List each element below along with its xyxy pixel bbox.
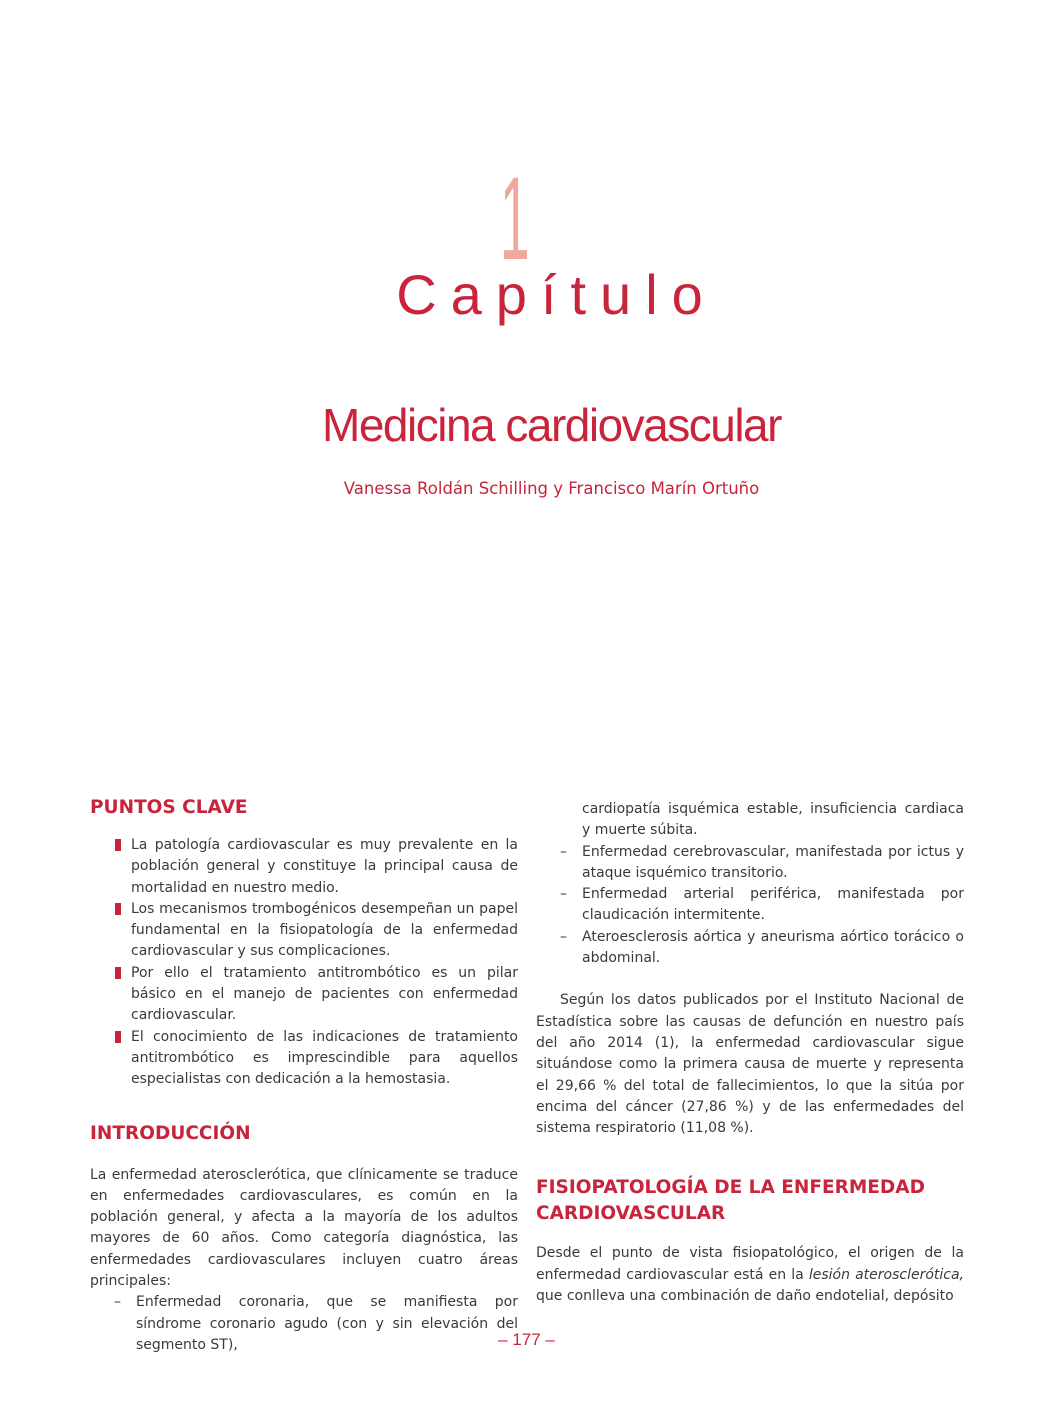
intro-paragraph: La enfermedad aterosclerótica, que clínicamente se traduce en enfermedades cardiovasculares, es común en la población general, y afecta a la mayoría de los adultos mayores de 60 años. Como categoría diagnóstica, las enfermedades cardiovasculares incluyen cuatro áreas principales: (90, 1166, 518, 1290)
key-point-item (115, 835, 518, 899)
physio-text: Desde el punto de vista fisiopatológico, el origen de la enfermedad cardiovascular está en la (536, 1245, 964, 1283)
intro-list-item (560, 884, 964, 927)
dash-marker: – (560, 928, 567, 945)
dash-marker: – (114, 1294, 121, 1311)
key-point-text: Los mecanismos trombogénicos desempeñan un papel fundamental en la fisiopatología de la enfermedad cardiovascular y sus complicaciones. (131, 900, 518, 960)
key-point-item (115, 1027, 518, 1091)
intro-list-item-text: Enfermedad coronaria, que se manifiesta por síndrome coronario agudo (con y sin elevación del segmento ST), (136, 1294, 518, 1353)
intro-list-item (560, 927, 964, 970)
chapter-authors: Vanessa Roldán Schilling y Francisco Marín Ortuño (343, 479, 760, 498)
physiopathology-heading: FISIOPATOLOGÍA DE LA ENFERMEDAD CARDIOVASCULAR (536, 1177, 925, 1225)
chapter-number: 1 (500, 153, 530, 285)
dash-marker: – (560, 843, 567, 860)
stats-paragraph: Según los datos publicados por el Instituto Nacional de Estadística sobre las causas de defunción en nuestro país del año 2014 (1), la enfermedad cardiovascular sigue situándose como la primera causa de muerte y representa el 29,66 % del total de fallecimientos, lo que la sitúa por encima del cáncer (27,86 %) y de las enfermedades del sistema respiratorio (11,08 %). (536, 992, 964, 1137)
square-bullet-icon (115, 839, 121, 851)
key-point-text: La patología cardiovascular es muy prevalente en la población general y constituye la principal causa de mortalidad en nuestro medio. (131, 837, 518, 896)
square-bullet-icon (115, 967, 121, 979)
physio-text: que conlleva una combinación de daño endotelial, depósito (536, 1288, 954, 1305)
right-column (536, 795, 964, 1307)
intro-list-item-cont (560, 799, 964, 842)
page-number: – 177 – (498, 1330, 555, 1349)
intro-list-item-text: Ateroesclerosis aórtica y aneurisma aórtico torácico o abdominal. (582, 928, 964, 967)
intro-list-continued (536, 799, 964, 969)
intro-heading: INTRODUCCIÓN (90, 1122, 251, 1144)
square-bullet-icon (115, 903, 121, 915)
key-point-text: El conocimiento de las indicaciones de tratamiento antitrombótico es imprescindible para aquellos especialistas con dedicación a la hemostasia. (131, 1028, 518, 1088)
key-points-heading: PUNTOS CLAVE (90, 797, 248, 818)
physiopathology-paragraph (536, 1243, 964, 1307)
key-point-text: Por ello el tratamiento antitrombótico es un pilar básico en el manejo de pacientes con enfermedad cardiovascular. (131, 964, 518, 1024)
key-point-item (115, 963, 518, 1027)
left-column (90, 795, 518, 1356)
intro-list-item-text: cardiopatía isquémica estable, insuficiencia cardiaca y muerte súbita. (582, 801, 964, 839)
square-bullet-icon (115, 1031, 121, 1043)
key-points-list (90, 835, 518, 1091)
dash-marker: – (560, 886, 567, 903)
intro-list-item-text: Enfermedad cerebrovascular, manifestada por ictus y ataque isquémico transitorio. (582, 843, 964, 881)
key-point-item (115, 899, 518, 963)
intro-list-item (560, 842, 964, 885)
physio-italic-term: lesión aterosclerótica, (808, 1266, 965, 1283)
chapter-label: Capítulo (396, 263, 717, 326)
intro-list-item-text: Enfermedad arterial periférica, manifestada por claudicación intermitente. (582, 886, 964, 924)
chapter-title: Medicina cardiovascular (322, 399, 781, 451)
